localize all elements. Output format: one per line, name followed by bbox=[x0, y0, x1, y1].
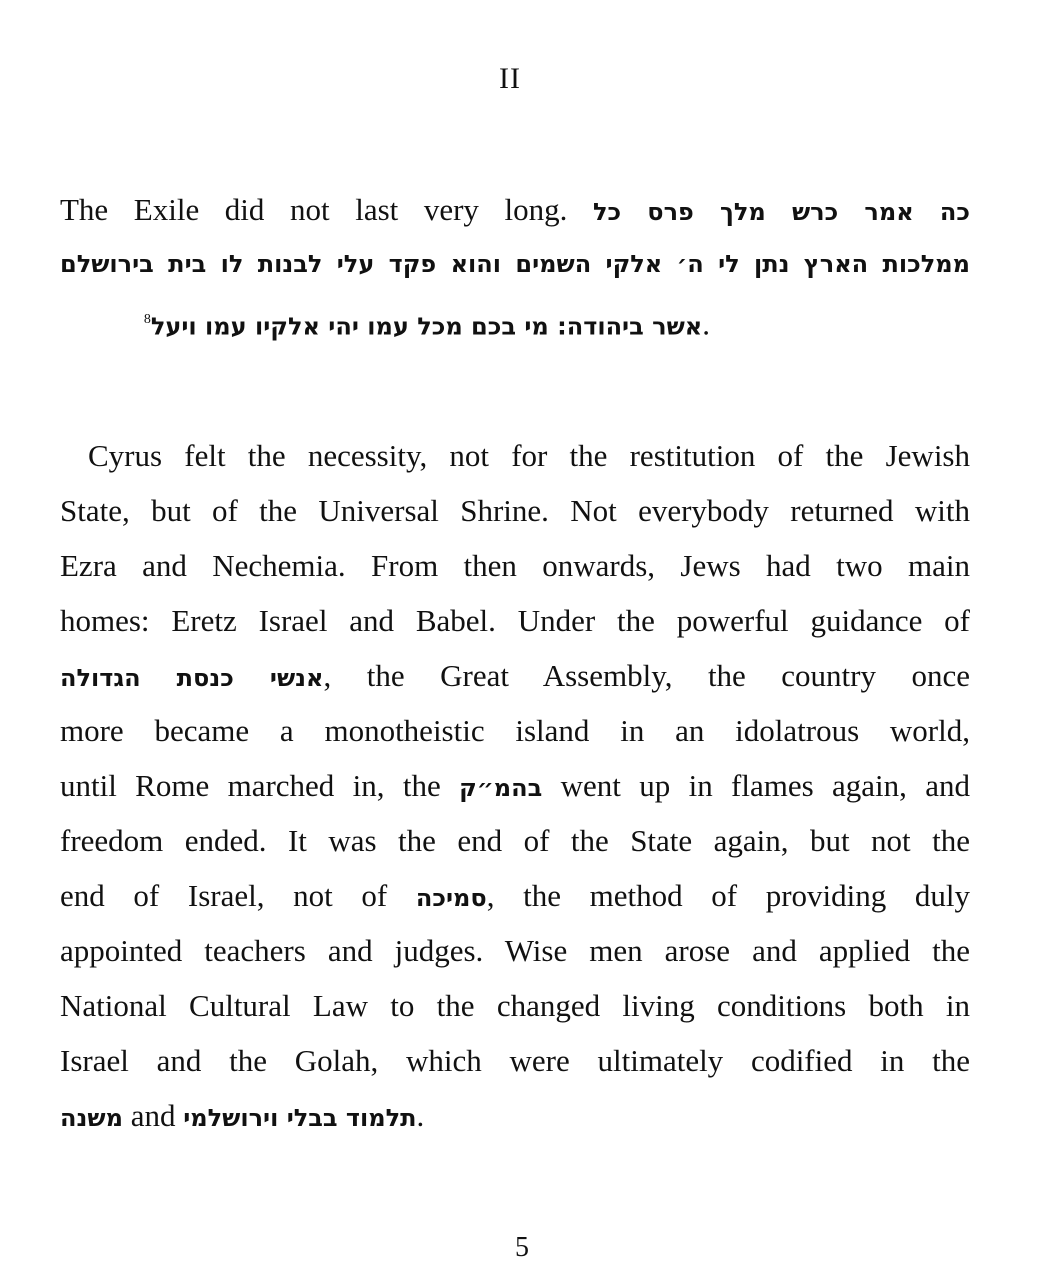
paragraph-2-line-1: Cyrus felt the necessity, not for the restitution of the Jewish bbox=[88, 438, 970, 473]
hebrew-text: כה אמר כרש מלך פרס כל bbox=[592, 198, 970, 226]
paragraph-2-line-8: freedom ended. It was the end of the State again, but not the bbox=[60, 823, 970, 858]
english-text: went up in flames again, and bbox=[560, 768, 970, 803]
english-text: The Exile did not last very long. bbox=[60, 192, 568, 227]
paragraph-2-line-13 bbox=[60, 1088, 970, 1143]
hebrew-text: בהמ״ק bbox=[459, 774, 543, 802]
page-number: 5 bbox=[515, 1232, 529, 1263]
english-text: until Rome marched in, the bbox=[60, 768, 441, 803]
paragraph-2-line-2: State, but of the Universal Shrine. Not everybody returned with bbox=[60, 493, 970, 528]
english-text: , the method of providing duly bbox=[486, 878, 970, 913]
paragraph-2-line-5 bbox=[60, 648, 970, 703]
hebrew-text: תלמוד בבלי וירושלמי bbox=[183, 1104, 417, 1132]
period: . bbox=[702, 306, 710, 342]
paragraph-1-line-1 bbox=[60, 182, 970, 237]
paragraph-2-line-10: appointed teachers and judges. Wise men arose and applied the bbox=[60, 933, 970, 968]
paragraph-2-line-9 bbox=[60, 868, 970, 923]
paragraph-2-line-7 bbox=[60, 758, 970, 813]
paragraph-2 bbox=[60, 428, 970, 1143]
hebrew-text: משנה bbox=[60, 1104, 123, 1132]
paragraph-2-line-12: Israel and the Golah, which were ultimately codified in the bbox=[60, 1043, 970, 1078]
paragraph-2-line-6: more became a monotheistic island in an idolatrous world, bbox=[60, 713, 970, 748]
english-text: , the Great Assembly, the country once bbox=[323, 658, 970, 693]
paragraph-2-line-4: homes: Eretz Israel and Babel. Under the powerful guidance of bbox=[60, 603, 970, 638]
chapter-numeral: II bbox=[499, 62, 521, 95]
english-text: and bbox=[130, 1098, 176, 1133]
hebrew-text: סמיכה bbox=[415, 884, 487, 912]
paragraph-2-line-3: Ezra and Nechemia. From then onwards, Jews had two main bbox=[60, 548, 970, 583]
paragraph-1-line-3 bbox=[60, 292, 970, 347]
period: . bbox=[416, 1098, 425, 1133]
hebrew-text: ממלכות הארץ נתן לי ה׳ אלקי השמים והוא פקד עלי לבנות לו בית בירושלם bbox=[60, 250, 970, 278]
paragraph-1-line-2 bbox=[60, 237, 970, 292]
paragraph-2-line-11: National Cultural Law to the changed living conditions both in bbox=[60, 988, 970, 1023]
hebrew-text: אשר ביהודה: מי בכם מכל עמו יהי אלקיו עמו ויעל bbox=[150, 312, 703, 341]
footnote-mark: 8 bbox=[143, 312, 151, 327]
paragraph-1 bbox=[60, 182, 970, 347]
hebrew-text: אנשי כנסת הגדולה bbox=[60, 664, 324, 692]
english-text: end of Israel, not of bbox=[60, 878, 388, 913]
